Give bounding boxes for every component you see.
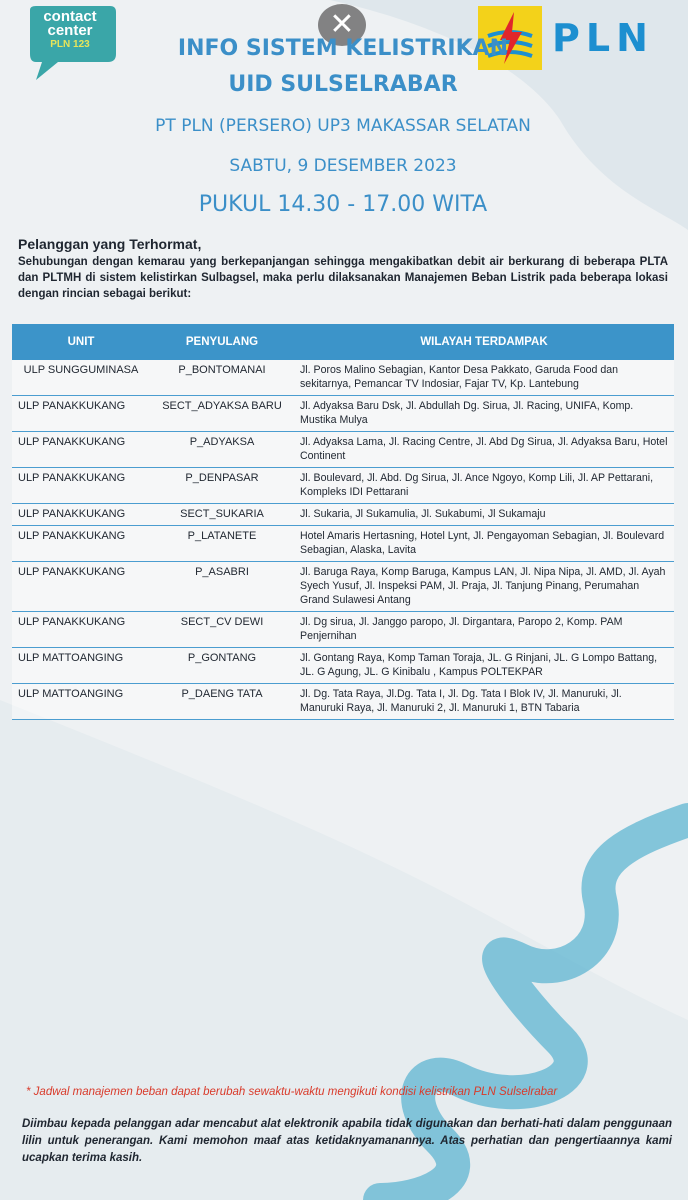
row-feeder: P_BONTOMANAI — [150, 360, 294, 396]
row-unit: ULP PANAKKUKANG — [12, 504, 150, 526]
row-feeder: P_DAENG TATA — [150, 684, 294, 720]
pln-wordmark: PLN — [552, 16, 654, 60]
row-area: Jl. Baruga Raya, Komp Baruga, Kampus LAN, Jl. Nipa Nipa, Jl. AMD, Jl. Ayah Syech Yusuf, Jl. Inspeksi PAM, Jl. Praja, Jl. Tanjung Pinang, Perumahan Grand Sulawesi Antang — [294, 562, 674, 612]
row-area: Jl. Adyaksa Lama, Jl. Racing Centre, Jl. Abd Dg Sirua, Jl. Adyaksa Baru, Hotel Continent — [294, 432, 674, 468]
row-feeder: P_LATANETE — [150, 526, 294, 562]
table-row — [12, 648, 674, 684]
row-area: Jl. Boulevard, Jl. Abd. Dg Sirua, Jl. Ance Ngoyo, Komp Lili, Jl. AP Pettarani, Kompleks IDI Pettarani — [294, 468, 674, 504]
row-unit: ULP MATTOANGING — [12, 684, 150, 720]
row-area: Jl. Dg. Tata Raya, Jl.Dg. Tata I, Jl. Dg. Tata I Blok IV, Jl. Manuruki, Jl. Manuruki Raya, Jl. Manuruki 2, Jl. Manuruki 1, BTN Tabaria — [294, 684, 674, 720]
header-area: WILAYAH TERDAMPAK — [294, 324, 674, 360]
table-row — [12, 612, 674, 648]
close-button[interactable]: ✕ — [318, 4, 366, 46]
row-area: Jl. Sukaria, Jl Sukamulia, Jl. Sukabumi, Jl Sukamaju — [294, 504, 674, 526]
row-unit: ULP PANAKKUKANG — [12, 432, 150, 468]
row-feeder: P_ASABRI — [150, 562, 294, 612]
row-feeder: SECT_ADYAKSA BARU — [150, 396, 294, 432]
row-area: Jl. Poros Malino Sebagian, Kantor Desa Pakkato, Garuda Food dan sekitarnya, Pemancar TV Indosiar, Fajar TV, Kp. Lantebung — [294, 360, 674, 396]
header-feeder: PENYULANG — [150, 324, 294, 360]
schedule-date: SABTU, 9 DESEMBER 2023 — [229, 156, 457, 176]
row-unit: ULP PANAKKUKANG — [12, 468, 150, 504]
title-line2: UID SULSELRABAR — [228, 72, 458, 97]
contact-line2: center — [47, 22, 93, 39]
schedule-change-note: * Jadwal manajemen beban dapat berubah sewaktu-waktu mengikuti kondisi kelistrikan PLN Sulselrabar — [26, 1086, 558, 1098]
row-feeder: SECT_SUKARIA — [150, 504, 294, 526]
row-feeder: P_DENPASAR — [150, 468, 294, 504]
table-row — [12, 396, 674, 432]
row-unit: ULP PANAKKUKANG — [12, 612, 150, 648]
row-unit: ULP PANAKKUKANG — [12, 396, 150, 432]
table-row — [12, 562, 674, 612]
contact-line1: contact — [43, 8, 97, 25]
title-line1: INFO SISTEM KELISTRIKAN — [177, 36, 509, 61]
table-row — [12, 526, 674, 562]
row-feeder: P_ADYAKSA — [150, 432, 294, 468]
office-name: PT PLN (PERSERO) UP3 MAKASSAR SELATAN — [155, 116, 531, 136]
table-row — [12, 504, 674, 526]
table-row — [12, 432, 674, 468]
schedule-table — [12, 324, 674, 720]
row-feeder: SECT_CV DEWI — [150, 612, 294, 648]
closing-paragraph: Diimbau kepada pelanggan adar mencabut alat elektronik apabila tidak digunakan dan berhati-hati dalam penggunaan lilin untuk penerangan. Kami memohon maaf atas ketidaknyamanannya. Atas perhatian dan pengertiaannya kami ucapkan terima kasih. — [22, 1118, 672, 1164]
row-area: Jl. Adyaksa Baru Dsk, Jl. Abdullah Dg. Sirua, Jl. Racing, UNIFA, Komp. Mustika Mulya — [294, 396, 674, 432]
table-row — [12, 684, 674, 720]
table-row — [12, 468, 674, 504]
table-row — [12, 360, 674, 396]
schedule-time: PUKUL 14.30 - 17.00 WITA — [198, 192, 488, 217]
intro-paragraph: Sehubungan dengan kemarau yang berkepanjangan sehingga mengakibatkan debit air berkurang di beberapa PLTA dan PLTMH di sistem kelistirkan Sulbagsel, maka perlu dilaksanakan Manajemen Beban Listrik pada beberapa lokasi dengan rincian sebagai berikut: — [18, 256, 668, 300]
row-unit: ULP MATTOANGING — [12, 648, 150, 684]
row-unit: ULP PANAKKUKANG — [12, 562, 150, 612]
table-header-row — [12, 324, 674, 360]
row-feeder: P_GONTANG — [150, 648, 294, 684]
contact-center-text — [30, 10, 110, 52]
row-area: Jl. Gontang Raya, Komp Taman Toraja, JL. G Rinjani, JL. G Lompo Battang, JL. G Agung, JL. G Kinibalu , Kampus POLTEKPAR — [294, 648, 674, 684]
contact-line3: PLN 123 — [50, 39, 90, 50]
row-unit: ULP PANAKKUKANG — [12, 526, 150, 562]
row-area: Jl. Dg sirua, Jl. Janggo paropo, Jl. Dirgantara, Paropo 2, Komp. PAM Penjernihan — [294, 612, 674, 648]
greeting: Pelanggan yang Terhormat, — [18, 236, 202, 252]
row-unit: ULP SUNGGUMINASA — [12, 360, 150, 396]
header-unit: UNIT — [12, 324, 150, 360]
row-area: Hotel Amaris Hertasning, Hotel Lynt, Jl. Pengayoman Sebagian, Jl. Boulevard Sebagian, Alaska, Lavita — [294, 526, 674, 562]
